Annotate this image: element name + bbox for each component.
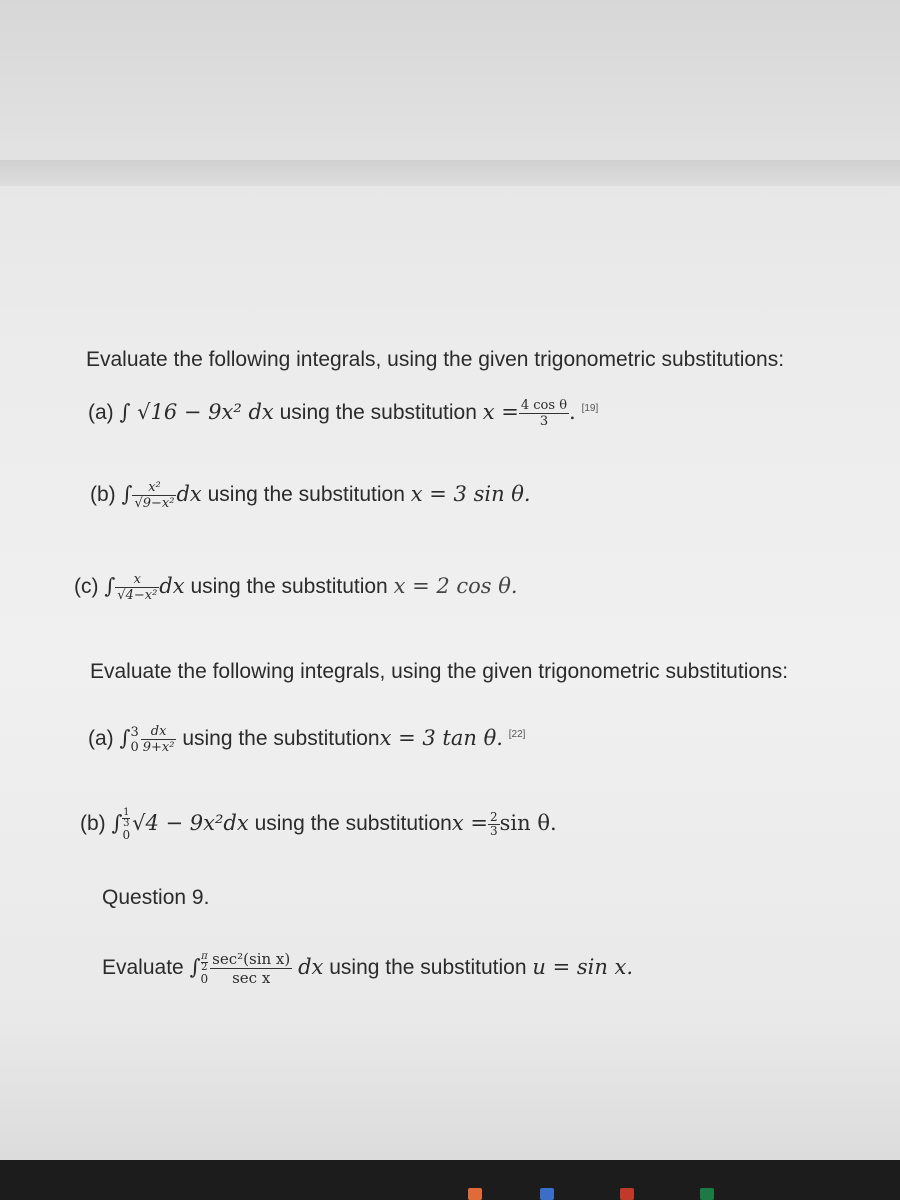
s2-a-upper-limit: 3: [130, 724, 139, 740]
s2-b-sub-den: 3: [489, 824, 498, 838]
q9-upper-num: π: [201, 951, 208, 962]
q9-sub: u = sin x.: [532, 955, 634, 980]
s1-item-a: [88, 398, 598, 429]
s1-b-text: using the substitution: [207, 483, 405, 507]
taskbar-word-icon[interactable]: [540, 1188, 554, 1200]
s2-b-sub-num: 2: [489, 810, 498, 824]
s2-a-limits: [130, 725, 138, 755]
s1-c-frac-num: x: [115, 572, 159, 588]
background-band-line: [0, 160, 900, 186]
s1-item-c: [74, 572, 518, 603]
s2-b-sub-fraction: [488, 811, 500, 838]
s2-b-upper-num: 1: [123, 807, 130, 818]
s2-b-upper-den: 3: [123, 818, 130, 829]
s2-b-integrand: √4 − 9x²dx: [132, 811, 249, 836]
q9-evaluate: Evaluate: [102, 956, 184, 980]
q9-int-sign: ∫: [189, 955, 201, 980]
q9-text: using the substitution: [329, 956, 527, 980]
s1-b-fraction: [132, 480, 176, 511]
q9-frac-den: sec x: [232, 969, 271, 987]
s2-b-limits: [122, 808, 130, 841]
s1-c-text: using the substitution: [190, 575, 388, 599]
s2-a-frac-num: dx: [141, 724, 177, 740]
taskbar: [0, 1160, 900, 1200]
q9-frac-num: sec²(sin x): [212, 950, 291, 968]
q9-limits: [201, 952, 209, 985]
s1-c-dx: dx: [159, 574, 185, 599]
s2-b-label: (b): [80, 812, 106, 836]
s1-a-integral: ∫ √16 − 9x² dx: [119, 400, 274, 425]
s2-item-a: [88, 724, 525, 755]
s1-c-frac-den: √4−x²: [117, 588, 158, 603]
s1-a-marks: [19]: [581, 403, 599, 415]
taskbar-excel-icon[interactable]: [700, 1188, 714, 1200]
s2-b-sub-lhs: x =: [451, 811, 488, 836]
taskbar-app-icon[interactable]: [468, 1188, 482, 1200]
question9-body: [102, 950, 633, 987]
s2-b-lower-limit: 0: [122, 828, 131, 842]
s1-a-sub-fraction: [519, 398, 569, 429]
s1-b-sub: x = 3 sin θ.: [410, 482, 531, 507]
s2-a-sub: x = 3 tan θ.: [379, 726, 503, 751]
s2-a-int-sign: ∫: [119, 726, 131, 751]
s1-b-dx: dx: [176, 482, 202, 507]
q9-lower-limit: 0: [200, 972, 209, 986]
s2-a-label: (a): [88, 727, 114, 751]
s1-a-sub-num: 4 cos θ: [520, 398, 568, 413]
s2-a-lower-limit: 0: [130, 739, 139, 755]
s1-a-text: using the substitution: [279, 401, 477, 425]
background-band-top: [0, 0, 900, 165]
s1-b-label: (b): [90, 483, 116, 507]
q9-upper-den: 2: [201, 962, 208, 973]
s1-b-frac-den: √9−x²: [134, 496, 175, 511]
s2-b-int-sign: ∫: [111, 811, 123, 836]
s1-c-label: (c): [74, 575, 99, 599]
s2-b-sub-tail: sin θ.: [499, 811, 557, 836]
s1-a-sub-lhs: x =: [482, 400, 519, 425]
taskbar-powerpoint-icon[interactable]: [620, 1188, 634, 1200]
s2-a-fraction: [141, 724, 177, 755]
s1-a-sub-den: 3: [539, 414, 549, 429]
s1-b-int-sign: ∫: [121, 482, 133, 507]
section2-heading: Evaluate the following integrals, using the given trigonometric substitutions:: [90, 660, 789, 683]
s1-c-sub: x = 2 cos θ.: [393, 574, 518, 599]
s1-b-frac-num: x²: [132, 480, 176, 496]
s2-a-frac-den: 9+x²: [142, 740, 175, 755]
s1-c-int-sign: ∫: [104, 574, 116, 599]
s2-a-marks: [22]: [508, 729, 526, 741]
s2-b-text: using the substitution: [254, 812, 452, 836]
s1-c-fraction: [115, 572, 159, 603]
s2-item-b: [80, 808, 557, 841]
s1-a-tail: .: [569, 400, 576, 425]
q9-fraction: [210, 950, 292, 987]
s1-item-b: [90, 480, 531, 511]
question9-title: Question 9.: [102, 886, 210, 909]
s1-a-label: (a): [88, 401, 114, 425]
s2-a-text: using the substitution: [182, 727, 380, 751]
q9-dx: dx: [298, 955, 324, 980]
section1-heading: Evaluate the following integrals, using the given trigonometric substitutions:: [86, 348, 785, 371]
